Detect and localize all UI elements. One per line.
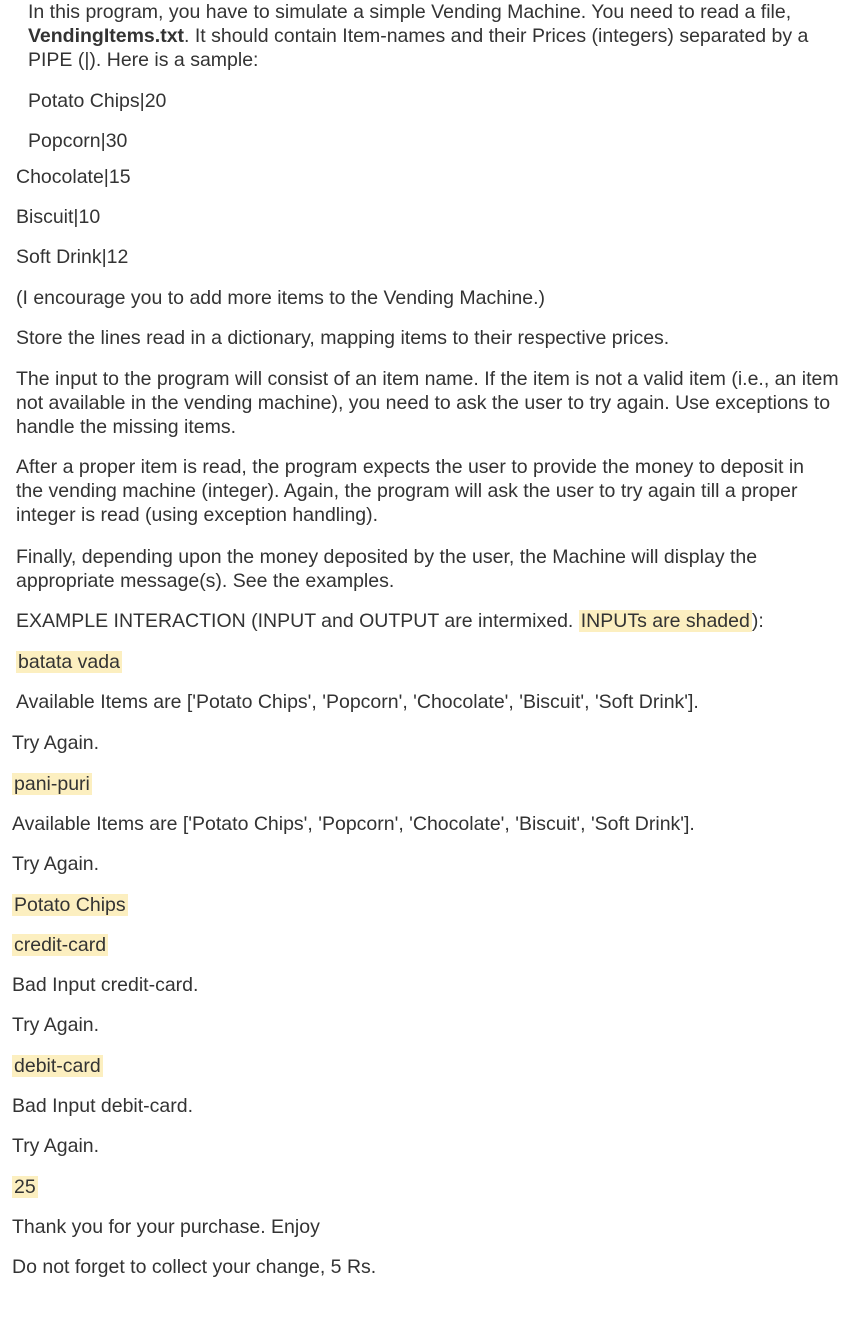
output-line: Try Again. [12,1135,100,1157]
output-line: Bad Input credit-card. [12,974,199,996]
output-line: Available Items are ['Potato Chips', 'Popcorn', 'Chocolate', 'Biscuit', 'Soft Drink']. [12,813,695,835]
example-header-lead: EXAMPLE INTERACTION (INPUT and OUTPUT are intermixed. [16,610,579,632]
sample-line: Soft Drink|12 [16,246,129,268]
example-header [16,609,764,633]
input-line: debit-card [14,1055,101,1077]
input-paragraph: The input to the program will consist of an item name. If the item is not a valid item (i.e., an item not available in the vending machine), you need to ask the user to try again. Use exceptions to handle the missing items. [16,368,839,438]
intro-tail: . It should contain Item-names and their Prices (integers) separated by a PIPE (|). Here is a sample: [28,25,809,71]
output-line: Available Items are ['Potato Chips', 'Popcorn', 'Chocolate', 'Biscuit', 'Soft Drink']. [16,691,699,713]
output-line: Try Again. [12,732,100,754]
output-line: Thank you for your purchase. Enjoy [12,1216,320,1238]
shaded-legend: INPUTs are shaded [580,610,750,632]
input-line: credit-card [14,934,107,956]
intro-lead: In this program, you have to simulate a simple Vending Machine. You need to read a file, [28,1,792,23]
example-header-tail: ): [751,610,764,632]
sample-line: Chocolate|15 [16,166,131,188]
input-line: pani-puri [14,773,90,795]
encourage-paragraph: (I encourage you to add more items to the Vending Machine.) [16,287,545,309]
sample-line: Popcorn|30 [28,130,128,152]
intro-paragraph [28,0,838,72]
output-line: Bad Input debit-card. [12,1095,194,1117]
money-paragraph: After a proper item is read, the program expects the user to provide the money to deposit in the vending machine (integer). Again, the program will ask the user to try again till a proper integer is read (using exception handling). [16,456,804,526]
input-line: Potato Chips [14,894,126,916]
sample-line: Potato Chips|20 [28,90,167,112]
input-line: batata vada [18,651,120,673]
filename: VendingItems.txt [28,25,185,47]
output-line: Try Again. [12,853,100,875]
input-line: 25 [14,1176,36,1198]
store-paragraph: Store the lines read in a dictionary, mapping items to their respective prices. [16,327,670,349]
finally-paragraph: Finally, depending upon the money deposited by the user, the Machine will display the appropriate message(s). See the examples. [16,546,758,592]
output-line: Try Again. [12,1014,100,1036]
sample-line: Biscuit|10 [16,206,101,228]
output-line: Do not forget to collect your change, 5 Rs. [12,1256,377,1278]
